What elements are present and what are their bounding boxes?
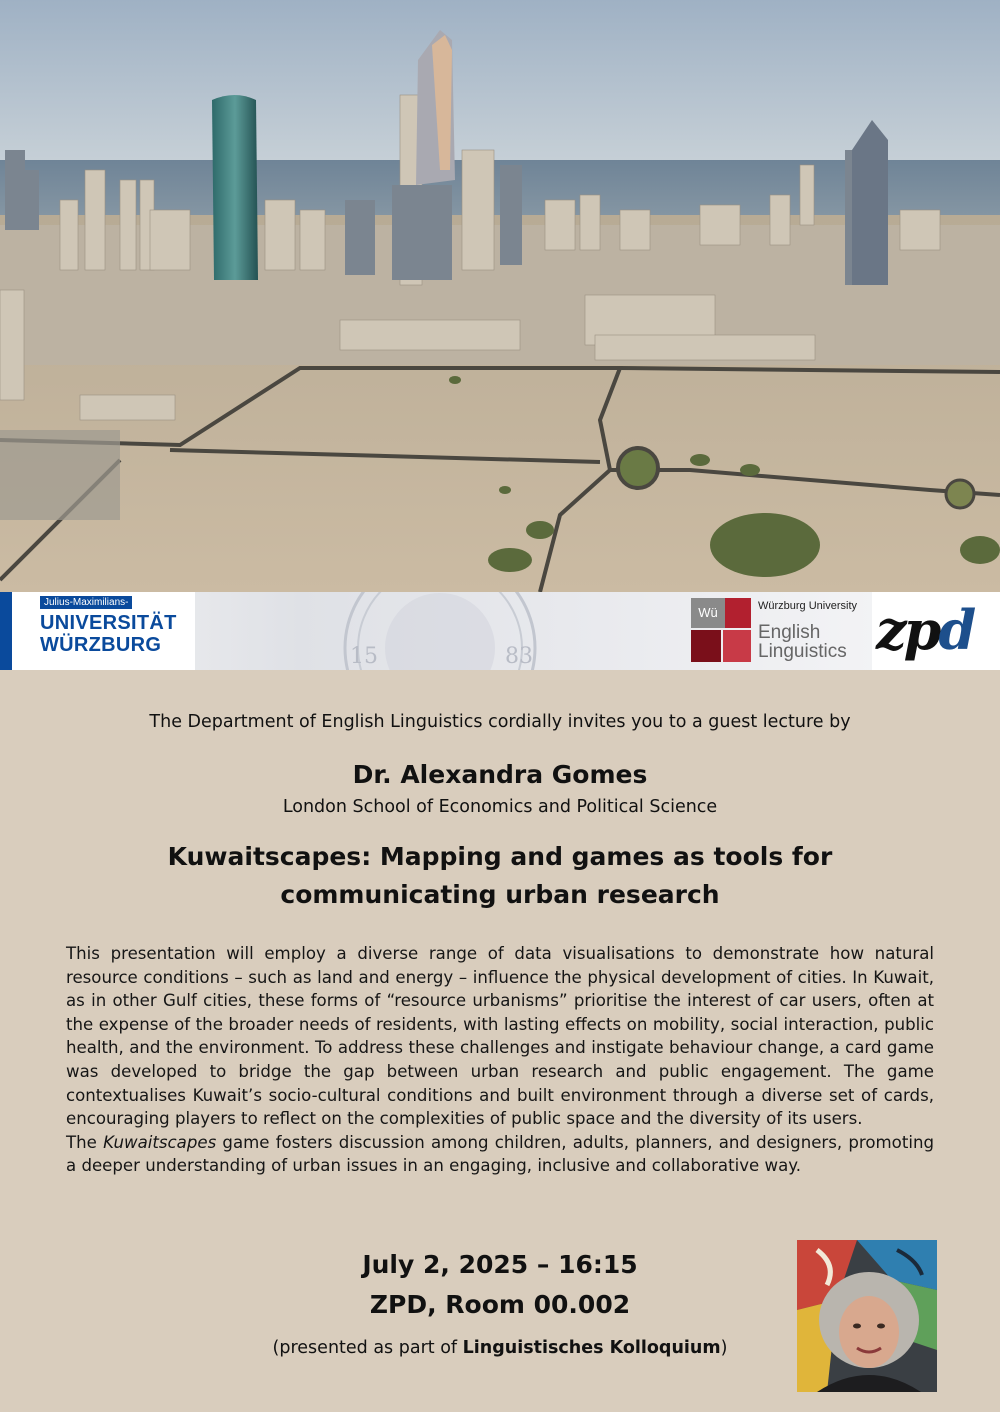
dept-logo-university: Würzburg University <box>758 600 858 612</box>
invitation-line: The Department of English Linguistics cordially invites you to a guest lecture by <box>149 712 851 732</box>
logo-band <box>0 592 1000 670</box>
seal-year-right: 83 <box>505 644 533 669</box>
abstract-p2-game-name: Kuwaitscapes <box>103 1132 217 1152</box>
lecture-title <box>0 838 1000 914</box>
note-post: ) <box>720 1338 728 1358</box>
zpd-logo-zp: zp <box>876 598 939 662</box>
dept-logo-line2: Linguistics <box>758 641 847 662</box>
logo-square-darkred <box>691 630 721 662</box>
colloquium-note <box>200 1338 800 1358</box>
university-logo-line1: UNIVERSITÄT <box>40 612 177 634</box>
speaker-affiliation: London School of Economics and Political Science <box>282 797 718 817</box>
university-logo-bar <box>0 592 12 670</box>
universitaet-wuerzburg-logo <box>0 592 195 670</box>
abstract-p2-post: game fosters discussion among children, adults, planners, and designers, promoting a deeper understanding of urban issues in an engaging, inclusive and collaborative way. <box>66 1132 934 1176</box>
lecture-abstract <box>66 942 934 1178</box>
university-seal-watermark <box>210 592 670 670</box>
university-logo-line2: WÜRZBURG <box>40 634 162 656</box>
logo-square-red <box>725 598 751 628</box>
abstract-p2-pre: The <box>66 1132 104 1152</box>
lecture-title-line2: communicating urban research <box>280 880 720 909</box>
english-linguistics-logo <box>682 592 872 670</box>
dept-logo-line1: English <box>758 622 821 643</box>
logo-square-lightred <box>723 630 751 662</box>
speaker-name: Dr. Alexandra Gomes <box>352 760 648 789</box>
zpd-logo-d: d <box>938 598 974 662</box>
lecture-title-line1: Kuwaitscapes: Mapping and games as tools for <box>167 842 833 871</box>
event-location: ZPD, Room 00.002 <box>369 1290 631 1319</box>
note-colloquium-name: Linguistisches Kolloquium <box>462 1338 721 1358</box>
note-pre: (presented as part of <box>272 1338 463 1358</box>
abstract-paragraph-1: This presentation will employ a diverse range of data visualisations to demonstrate how natural resource conditions – such as land and energy – influence the physical development of cities. In Kuwait, as in other Gulf cities, these forms of “resource urbanisms” prioritise the interest of car users, often at the expense of the broader needs of residents, with lasting effects on mobility, social interaction, public health, and the environment. To address these challenges and instigate behaviour change, a card game was developed to bridge the gap between urban research and public engagement. The game contextualises Kuwait’s socio-cultural conditions and built environment through a diverse set of cards, encouraging players to reflect on the complexities of public space and the diversity of its users. <box>66 944 934 1129</box>
zpd-logo <box>872 592 1000 670</box>
seal-year-left: 15 <box>350 644 378 669</box>
university-logo-small-text: Julius-Maximilians- <box>40 596 132 609</box>
wu-badge: Wü <box>691 598 725 628</box>
zpd-logo-text <box>876 598 974 662</box>
kuwait-city-aerial-photo <box>0 0 1000 592</box>
event-date-time: July 2, 2025 – 16:15 <box>362 1250 638 1279</box>
abstract-paragraph-2 <box>66 1131 934 1178</box>
speaker-portrait-photo <box>797 1240 937 1392</box>
